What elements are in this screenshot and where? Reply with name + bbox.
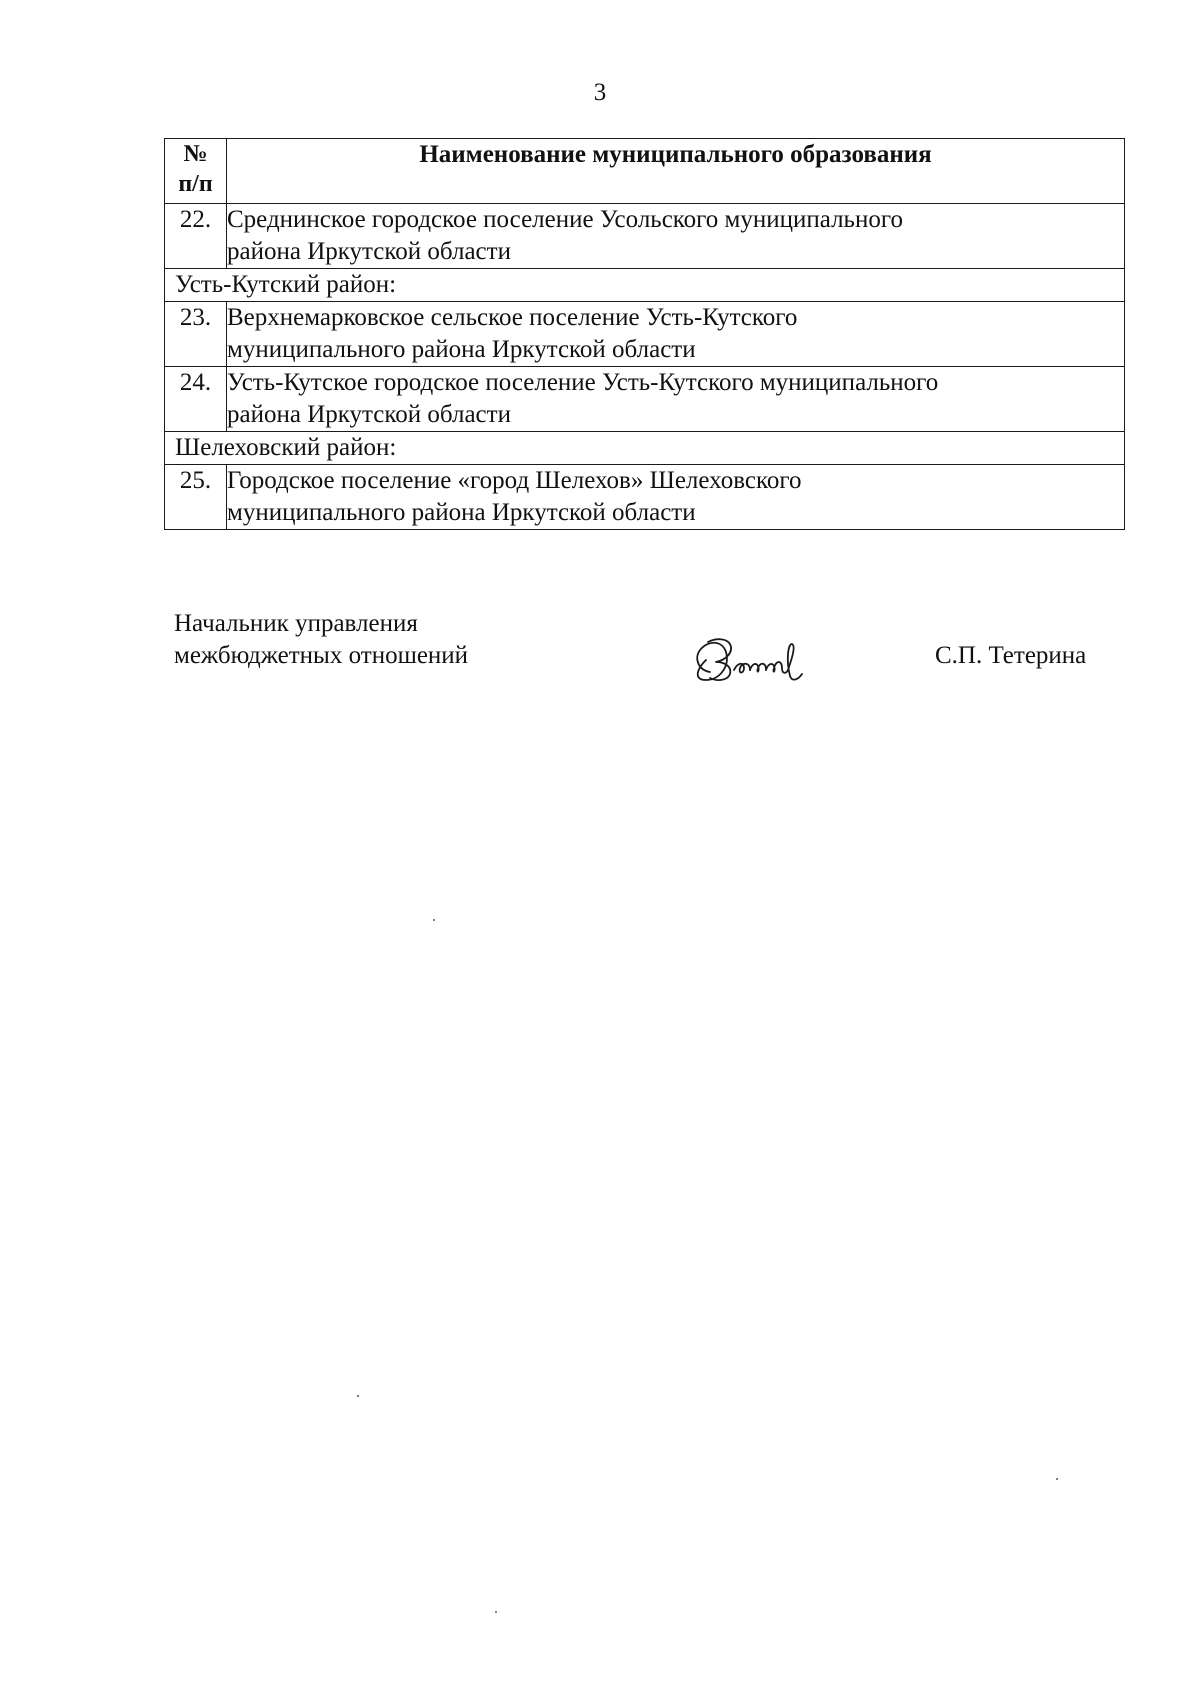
number-sign-label: № bbox=[183, 141, 208, 167]
table-row bbox=[165, 465, 1125, 530]
page-number: 3 bbox=[593, 79, 607, 106]
district-group-row bbox=[165, 432, 1125, 465]
column-header-name: Наименование муниципального образования bbox=[227, 139, 1125, 204]
signatory-title bbox=[174, 608, 468, 672]
row-number: 23. bbox=[165, 302, 227, 367]
table-row bbox=[165, 367, 1125, 432]
municipality-name bbox=[227, 302, 1125, 367]
table-row bbox=[165, 302, 1125, 367]
district-label: Шелеховский район: bbox=[165, 432, 1125, 465]
column-header-number bbox=[165, 139, 227, 204]
municipality-name bbox=[227, 204, 1125, 269]
municipality-name-line: муниципального района Иркутской области bbox=[227, 336, 696, 363]
municipalities-table bbox=[164, 138, 1125, 530]
district-group-row bbox=[165, 269, 1125, 302]
row-number: 22. bbox=[165, 204, 227, 269]
municipality-name-line: района Иркутской области bbox=[227, 238, 511, 265]
signatory-title-line: межбюджетных отношений bbox=[174, 642, 469, 669]
municipality-name-line: Среднинское городское поселение Усольского муниципального bbox=[227, 206, 903, 233]
table-header-row bbox=[165, 139, 1125, 204]
municipality-name-line: Городское поселение «город Шелехов» Шелеховского bbox=[227, 467, 802, 494]
municipality-name bbox=[227, 465, 1125, 530]
district-label: Усть-Кутский район: bbox=[165, 269, 1125, 302]
row-number: 25. bbox=[165, 465, 227, 530]
order-label: п/п bbox=[178, 171, 213, 197]
municipality-name-line: муниципального района Иркутской области bbox=[227, 499, 696, 526]
scan-speck bbox=[495, 1611, 497, 1613]
signer-name: С.П. Тетерина bbox=[935, 642, 1087, 669]
scan-speck bbox=[433, 919, 435, 921]
scan-speck bbox=[357, 1395, 359, 1397]
municipality-name-line: Усть-Кутское городское поселение Усть-Кутского муниципального bbox=[227, 369, 939, 396]
municipality-name-line: Верхнемарковское сельское поселение Усть-Кутского bbox=[227, 304, 798, 331]
table-row bbox=[165, 204, 1125, 269]
signatory-title-line: Начальник управления bbox=[174, 610, 418, 637]
scan-speck bbox=[1056, 1478, 1058, 1480]
municipality-name bbox=[227, 367, 1125, 432]
row-number: 24. bbox=[165, 367, 227, 432]
handwritten-signature bbox=[686, 630, 814, 686]
municipality-name-line: района Иркутской области bbox=[227, 401, 511, 428]
